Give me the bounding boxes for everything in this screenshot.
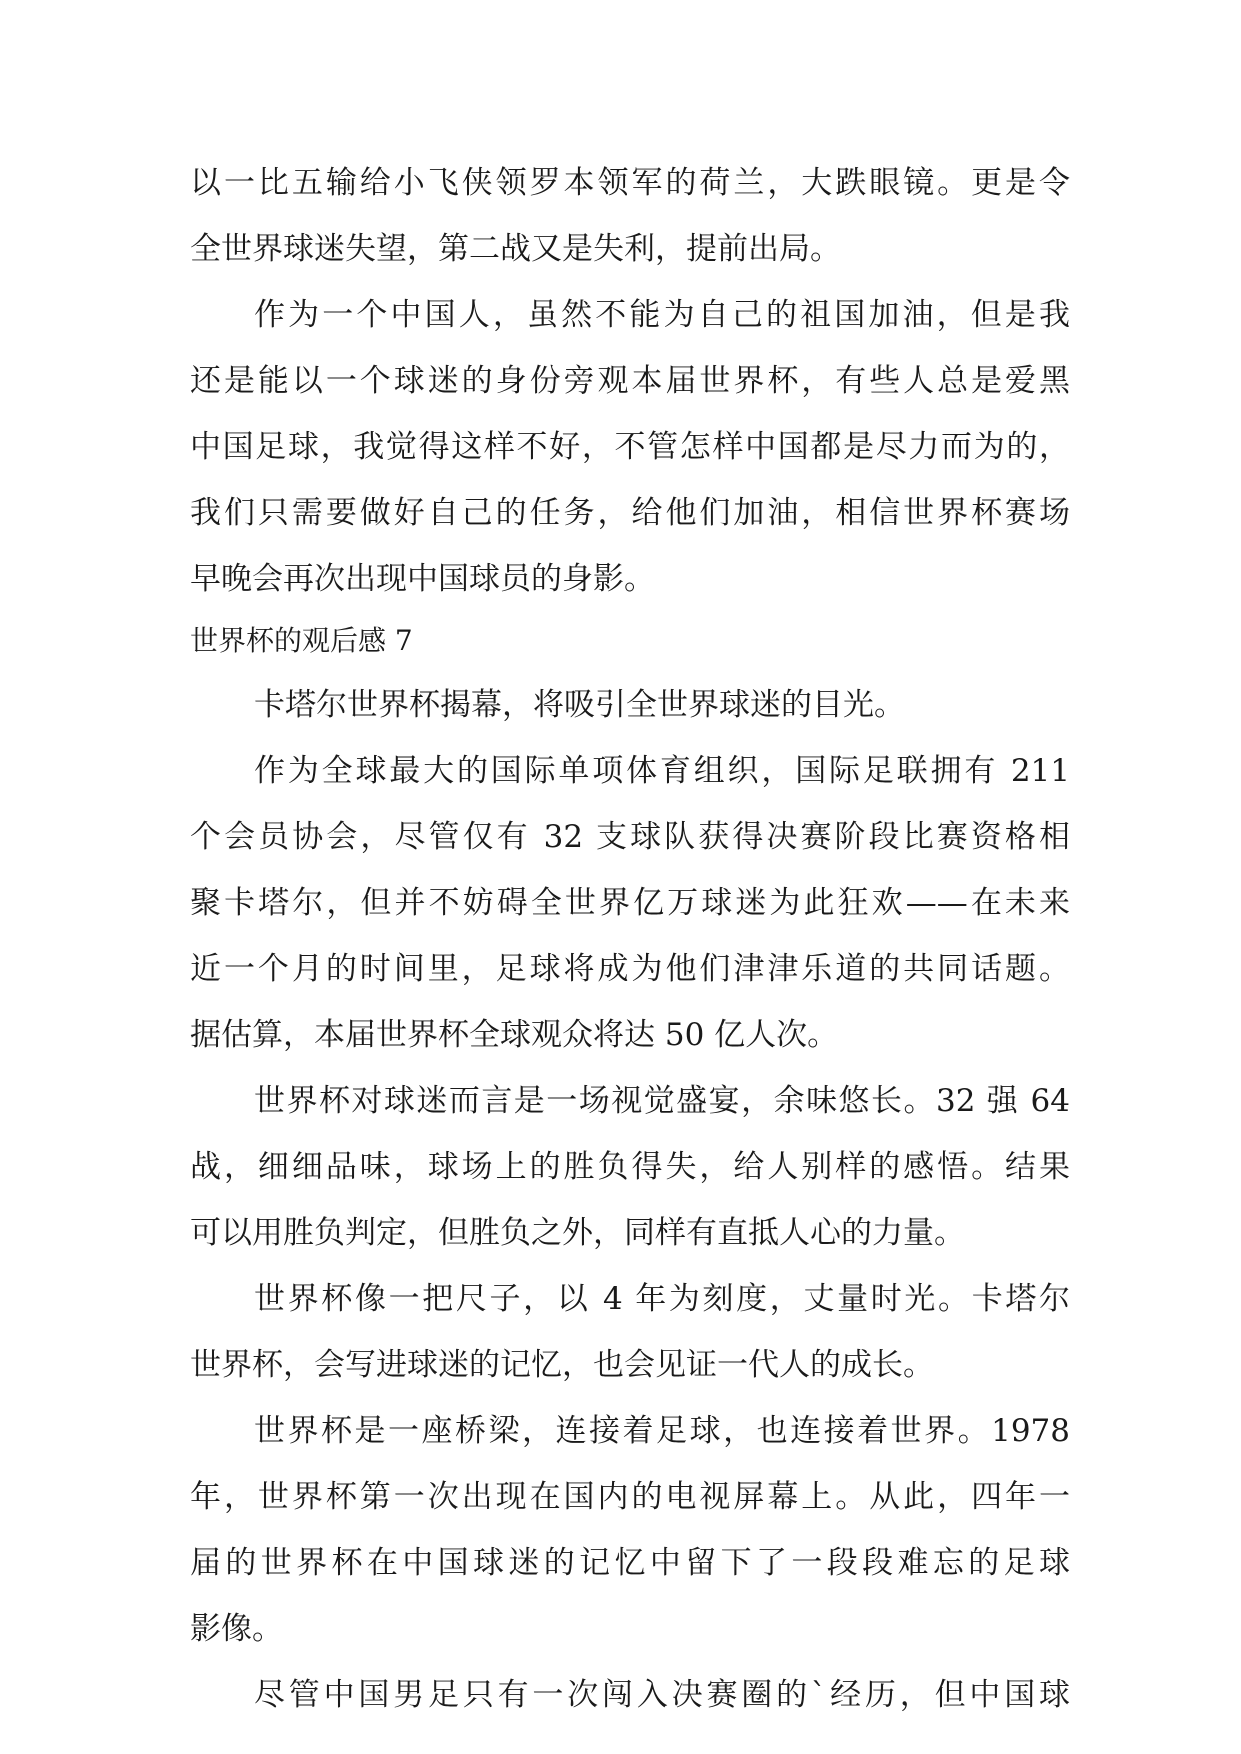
text-line: 个会员协会，尽管仅有 32 支球队获得决赛阶段比赛资格相 bbox=[190, 819, 1070, 855]
section-heading: 世界杯的观后感 7 bbox=[190, 624, 413, 657]
paragraph-first-line: 作为全球最大的国际单项体育组织，国际足联拥有 211 bbox=[254, 753, 1070, 789]
text-line: 中国足球，我觉得这样不好，不管怎样中国都是尽力而为的， bbox=[190, 429, 1070, 465]
text-line: 还是能以一个球迷的身份旁观本届世界杯，有些人总是爱黑 bbox=[190, 363, 1070, 399]
text-line: 聚卡塔尔，但并不妨碍全世界亿万球迷为此狂欢——在未来 bbox=[190, 885, 1070, 921]
text-line: 早晚会再次出现中国球员的身影。 bbox=[190, 561, 655, 597]
paragraph-first-line: 世界杯对球迷而言是一场视觉盛宴，余味悠长。32 强 64 bbox=[254, 1083, 1070, 1119]
text-line: 据估算，本届世界杯全球观众将达 50 亿人次。 bbox=[190, 1017, 839, 1053]
text-line: 年，世界杯第一次出现在国内的电视屏幕上。从此，四年一 bbox=[190, 1479, 1070, 1515]
paragraph-first-line: 卡塔尔世界杯揭幕，将吸引全世界球迷的目光。 bbox=[254, 687, 905, 723]
text-line: 战，细细品味，球场上的胜负得失，给人别样的感悟。结果 bbox=[190, 1149, 1070, 1185]
text-line: 近一个月的时间里，足球将成为他们津津乐道的共同话题。 bbox=[190, 951, 1070, 987]
text-line: 影像。 bbox=[190, 1611, 283, 1647]
paragraph-first-line: 世界杯像一把尺子，以 4 年为刻度，丈量时光。卡塔尔 bbox=[254, 1281, 1070, 1317]
text-line: 可以用胜负判定，但胜负之外，同样有直抵人心的力量。 bbox=[190, 1215, 965, 1251]
text-line: 全世界球迷失望，第二战又是失利，提前出局。 bbox=[190, 231, 841, 267]
paragraph-first-line: 世界杯是一座桥梁，连接着足球，也连接着世界。1978 bbox=[254, 1413, 1070, 1449]
text-line: 世界杯，会写进球迷的记忆，也会见证一代人的成长。 bbox=[190, 1347, 934, 1383]
text-line: 届的世界杯在中国球迷的记忆中留下了一段段难忘的足球 bbox=[190, 1545, 1070, 1581]
paragraph-first-line: 作为一个中国人，虽然不能为自己的祖国加油，但是我 bbox=[254, 297, 1070, 333]
paragraph-first-line: 尽管中国男足只有一次闯入决赛圈的`经历，但中国球 bbox=[254, 1677, 1070, 1713]
text-line: 以一比五输给小飞侠领罗本领军的荷兰，大跌眼镜。更是令 bbox=[190, 165, 1070, 201]
text-line: 我们只需要做好自己的任务，给他们加油，相信世界杯赛场 bbox=[190, 495, 1070, 531]
